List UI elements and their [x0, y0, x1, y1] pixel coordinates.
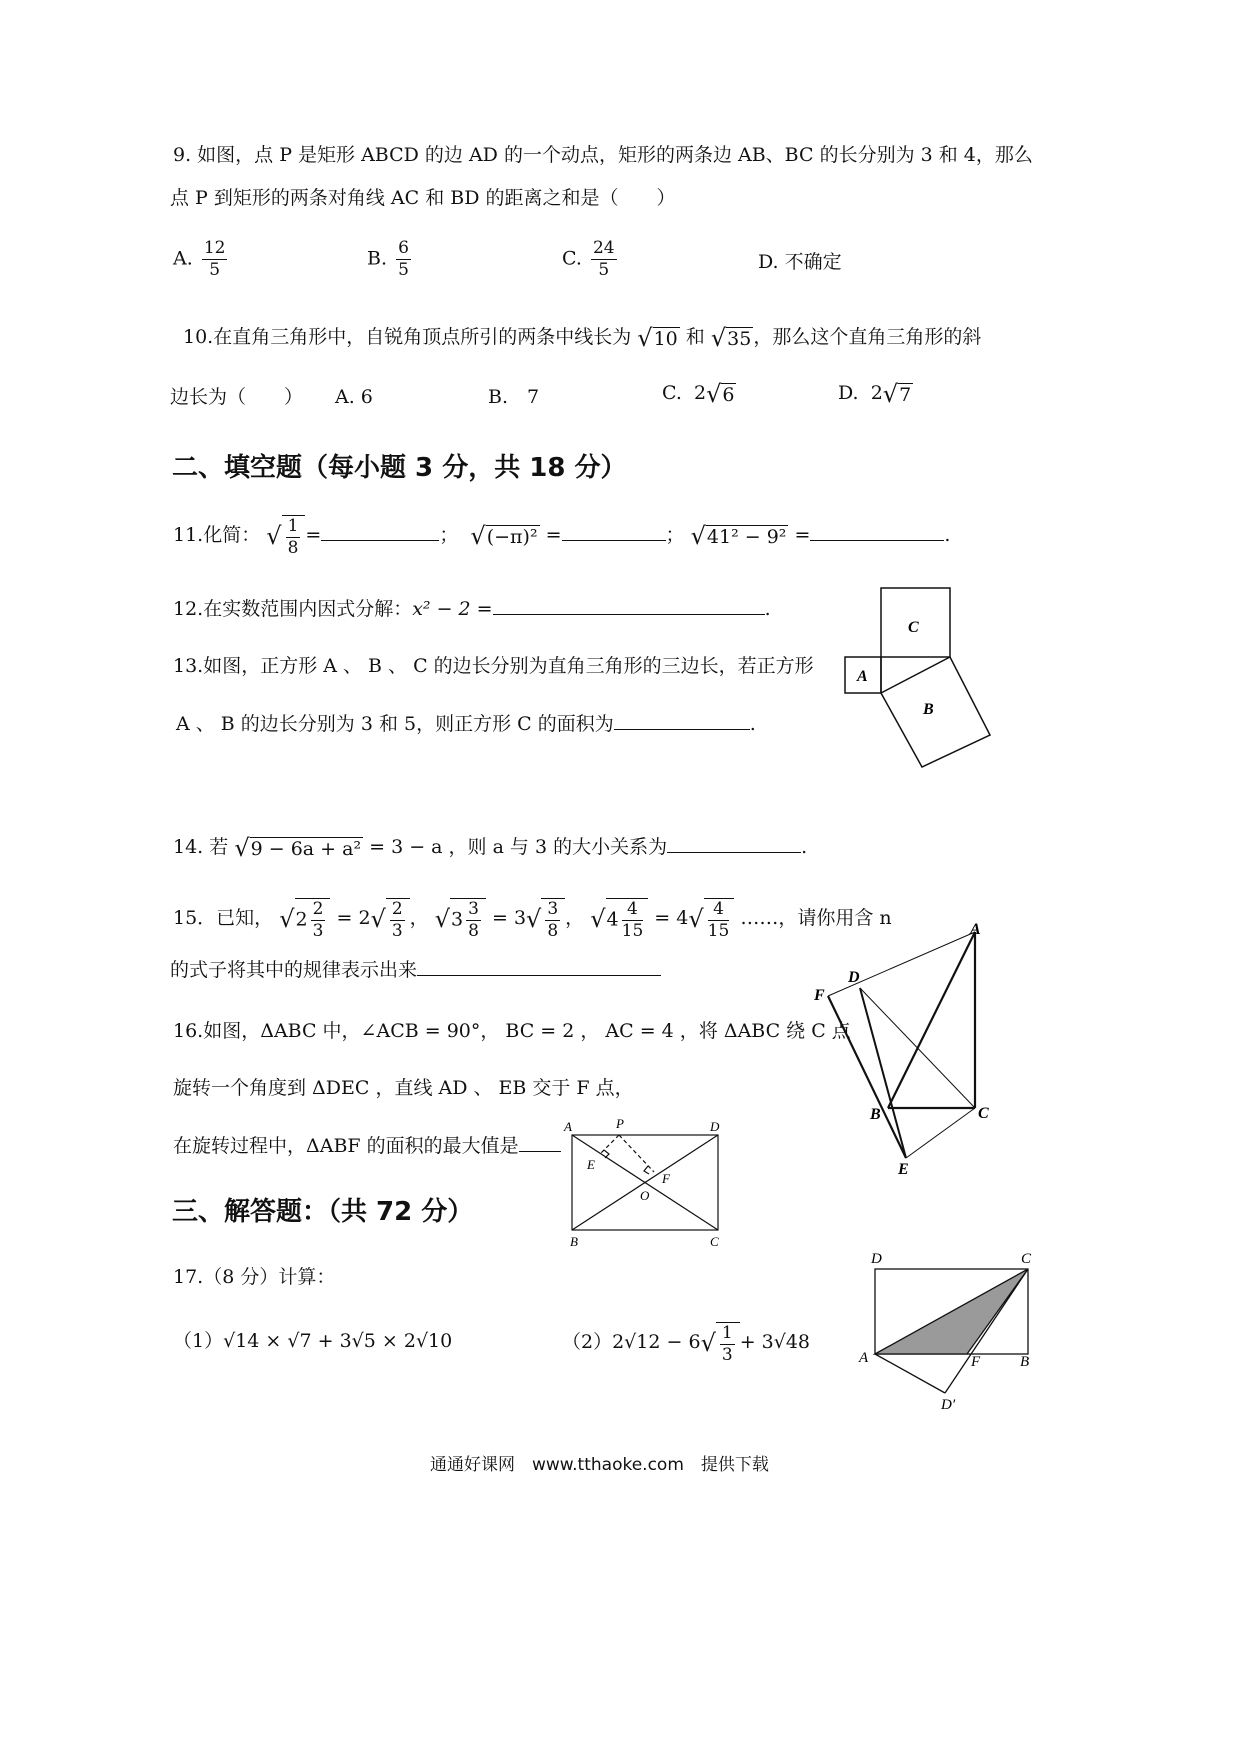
square-b	[881, 657, 990, 767]
q10-option-d: D. 2√7	[838, 380, 912, 408]
q9-line2: 点 P 到矩形的两条对角线 AC 和 BD 的距离之和是（ ）	[170, 187, 676, 209]
label-f: F	[971, 1354, 981, 1370]
label-a: A	[970, 921, 981, 938]
q9-option-a: A. $\frac{12}{5}$	[173, 238, 226, 280]
page-footer: 通通好课网 www.tthaoke.com 提供下载	[430, 1455, 769, 1475]
q13-line1: 13.如图，正方形 A 、 B 、 C 的边长分别为直角三角形的三边长，若正方形	[173, 655, 814, 677]
q17-part1: （1）√14 × √7 + 3√5 × 2√10	[173, 1330, 453, 1352]
q17-title: 17.（8 分）计算：	[173, 1266, 336, 1288]
q11: 11.化简： √ $\frac{1}{8}$ = ； √(−π)² = ； √41² − 9² = .	[173, 516, 951, 558]
q10-option-c: C. 2√6	[662, 380, 735, 408]
label-p: P	[616, 1116, 624, 1131]
label-c: C	[710, 1234, 719, 1249]
fold-figure	[855, 1245, 1040, 1415]
q9-option-d: D. 不确定	[758, 251, 842, 273]
rectangle-figure	[560, 1115, 725, 1250]
label-a: A	[564, 1119, 572, 1134]
q17-part2: （2）2√12 − 6√ $\frac{1}{3}$ + 3√48	[562, 1323, 811, 1365]
q9-option-b: B. $\frac{6}{5}$	[367, 238, 409, 280]
q10-line2: 边长为（ ）	[170, 386, 304, 408]
label-d: D	[710, 1119, 720, 1134]
rotation-figure	[808, 918, 1008, 1178]
q14: 14. 若 √9 − 6a + a² = 3 − a ，则 a 与 3 的大小关系为 .	[173, 834, 808, 862]
q12: 12.在实数范围内因式分解：x² − 2 = .	[173, 598, 771, 620]
q10-option-b: B. 7	[488, 386, 540, 408]
label-c: C	[1021, 1251, 1032, 1267]
q16-line2: 旋转一个角度到 ΔDEC ，直线 AD 、 EB 交于 F 点，	[173, 1077, 634, 1099]
q10-option-a: A. 6	[335, 386, 373, 408]
label-d-prime: D′	[941, 1397, 956, 1413]
section-2-heading: 二、填空题（每小题 3 分，共 18 分）	[172, 453, 627, 483]
q16-line3: 在旋转过程中，ΔABF 的面积的最大值是	[173, 1137, 561, 1156]
label-f: F	[662, 1171, 670, 1186]
q10-line1: 10.在直角三角形中，自锐角顶点所引的两条中线长为 √10 和 √35 ，那么这个直角三角形的斜	[183, 324, 982, 352]
q15-line1: 15．已知， √2 $\frac{2}{3}$ = 2√ $\frac{2}{3}$ ， √3 $\frac{3}{8}$ = 3√ $\frac{3}{8}$ ， √4 $\frac{4}{15}$ = 4√ $\frac{4}{15}$ ……，请你用含 n	[173, 899, 892, 941]
section-3-heading: 三、解答题：（共 72 分）	[172, 1197, 474, 1227]
label-c: C	[908, 619, 919, 636]
label-d: D	[848, 969, 860, 986]
label-c: C	[978, 1105, 989, 1122]
q16-line1: 16.如图，ΔABC 中，∠ACB = 90°， BC = 2 ， AC = 4 ，将 ΔABC 绕 C 点	[173, 1020, 851, 1042]
label-b: B	[570, 1234, 578, 1249]
q15-line2: 的式子将其中的规律表示出来	[170, 961, 661, 980]
q9-option-c: C. $\frac{24}{5}$	[562, 238, 615, 280]
q13-line2: A 、 B 的边长分别为 3 和 5，则正方形 C 的面积为 .	[176, 713, 756, 735]
label-f: F	[814, 987, 825, 1004]
q9-line1: 9. 如图，点 P 是矩形 ABCD 的边 AD 的一个动点，矩形的两条边 AB、BC 的长分别为 3 和 4，那么	[173, 144, 1033, 166]
label-o: O	[640, 1188, 650, 1203]
label-b: B	[923, 701, 934, 718]
label-d: D	[871, 1251, 882, 1267]
label-a: A	[857, 668, 868, 685]
label-b: B	[870, 1106, 881, 1123]
label-b: B	[1020, 1354, 1030, 1370]
label-a: A	[859, 1350, 869, 1366]
squares-figure	[835, 580, 1005, 775]
label-e: E	[898, 1161, 909, 1178]
label-e: E	[587, 1157, 595, 1172]
